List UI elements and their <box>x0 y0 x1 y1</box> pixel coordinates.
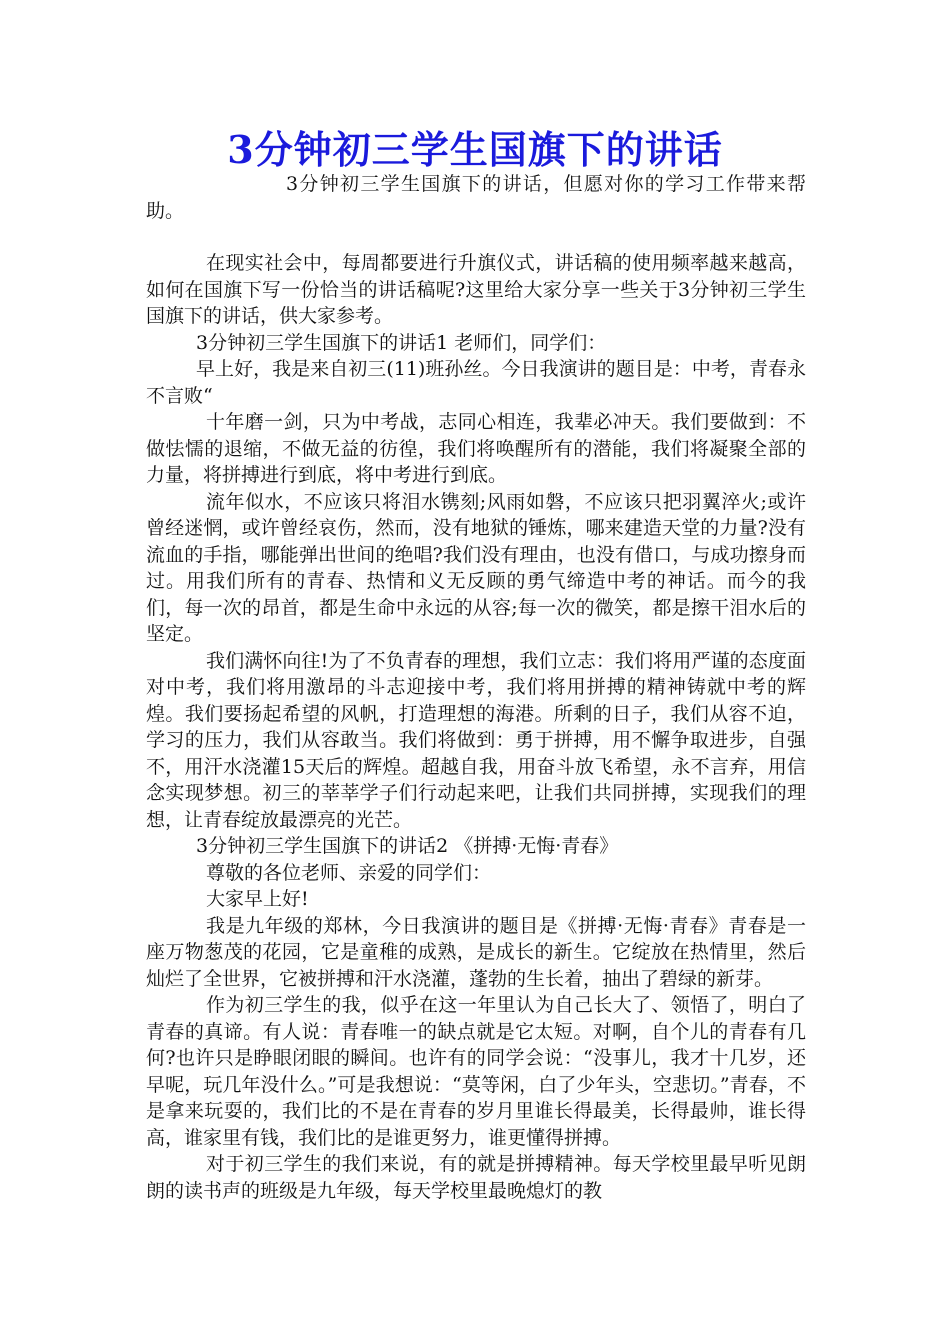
section-heading: 3分钟初三学生国旗下的讲话2 《拼搏·无悔·青春》 <box>196 835 619 857</box>
paragraph: 在现实社会中，每周都要进行升旗仪式，讲话稿的使用频率越来越高，如何在国旗下写一份恰当的讲话稿呢?这里给大家分享一些关于3分钟初三学生国旗下的讲话，供大家参考。 <box>146 252 806 327</box>
paragraph: 流年似水，不应该只将泪水镌刻;风雨如磐，不应该只把羽翼淬火;或许曾经迷惘，或许曾经哀伤，然而，没有地狱的锤炼，哪来建造天堂的力量?没有流血的手指，哪能弹出世间的绝唱?我们没有理由，也没有借口，与成功擦身而过。用我们所有的青春、热情和义无反顾的勇气缔造中考的神话。而今的我们，每一次的昂首，都是生命中永远的从容;每一次的微笑，都是擦干泪水后的坚定。 <box>146 490 806 645</box>
paragraph: 尊敬的各位老师、亲爱的同学们： <box>206 861 492 884</box>
paragraph: 十年磨一剑，只为中考战，志同心相连，我辈必冲天。我们要做到：不做怯懦的退缩，不做无益的彷徨，我们将唤醒所有的潜能，我们将凝聚全部的力量，将拼搏进行到底，将中考进行到底。 <box>146 411 806 486</box>
paragraph: 作为初三学生的我，似乎在这一年里认为自己长大了、领悟了，明白了青春的真谛。有人说：青春唯一的缺点就是它太短。对啊，自个儿的青春有几何?也许只是睁眼闭眼的瞬间。也许有的同学会说：“没事儿，我才十几岁，还早呢，玩几年没什么。”可是我想说：“莫等闲，白了少年头，空悲切。”青春，不是拿来玩耍的，我们比的不是在青春的岁月里谁长得最美，长得最帅，谁长得高，谁家里有钱，我们比的是谁更努力，谁更懂得拼搏。 <box>146 994 806 1149</box>
paragraph: 我是九年级的郑林，今日我演讲的题目是《拼搏·无悔·青春》青春是一座万物葱茂的花园，它是童稚的成熟，是成长的新生。它绽放在热情里，然后灿烂了全世界，它被拼搏和汗水浇灌，蓬勃的生长着，抽出了碧绿的新芽。 <box>146 914 806 990</box>
intro-paragraph: 3分钟初三学生国旗下的讲话，但愿对你的学习工作带来帮助。 <box>146 173 806 222</box>
document-body <box>146 171 806 1204</box>
paragraph: 大家早上好! <box>206 888 309 910</box>
paragraph-gap <box>146 224 806 250</box>
section-heading: 3分钟初三学生国旗下的讲话1 老师们，同学们： <box>196 331 607 354</box>
paragraph: 对于初三学生的我们来说，有的就是拼搏精神。每天学校里最早听见朗朗的读书声的班级是九年级，每天学校里最晚熄灯的教 <box>146 1153 806 1202</box>
paragraph: 早上好，我是来自初三(11)班孙丝。今日我演讲的题目是：中考，青春永不言败“ <box>146 358 806 407</box>
document-title: 3分钟初三学生国旗下的讲话 <box>227 127 723 172</box>
paragraph: 我们满怀向往!为了不负青春的理想，我们立志：我们将用严谨的态度面对中考，我们将用激昂的斗志迎接中考，我们将用拼搏的精神铸就中考的辉煌。我们要扬起希望的风帆，打造理想的海港。所剩的日子，我们从容不迫，学习的压力，我们从容敢当。我们将做到：勇于拼搏，用不懈争取进步，自强不，用汗水浇灌15天后的辉煌。超越自我，用奋斗放飞希望，永不言弃，用信念实现梦想。初三的莘莘学子们行动起来吧，让我们共同拼搏，实现我们的理想，让青春绽放最漂亮的光芒。 <box>146 649 806 831</box>
